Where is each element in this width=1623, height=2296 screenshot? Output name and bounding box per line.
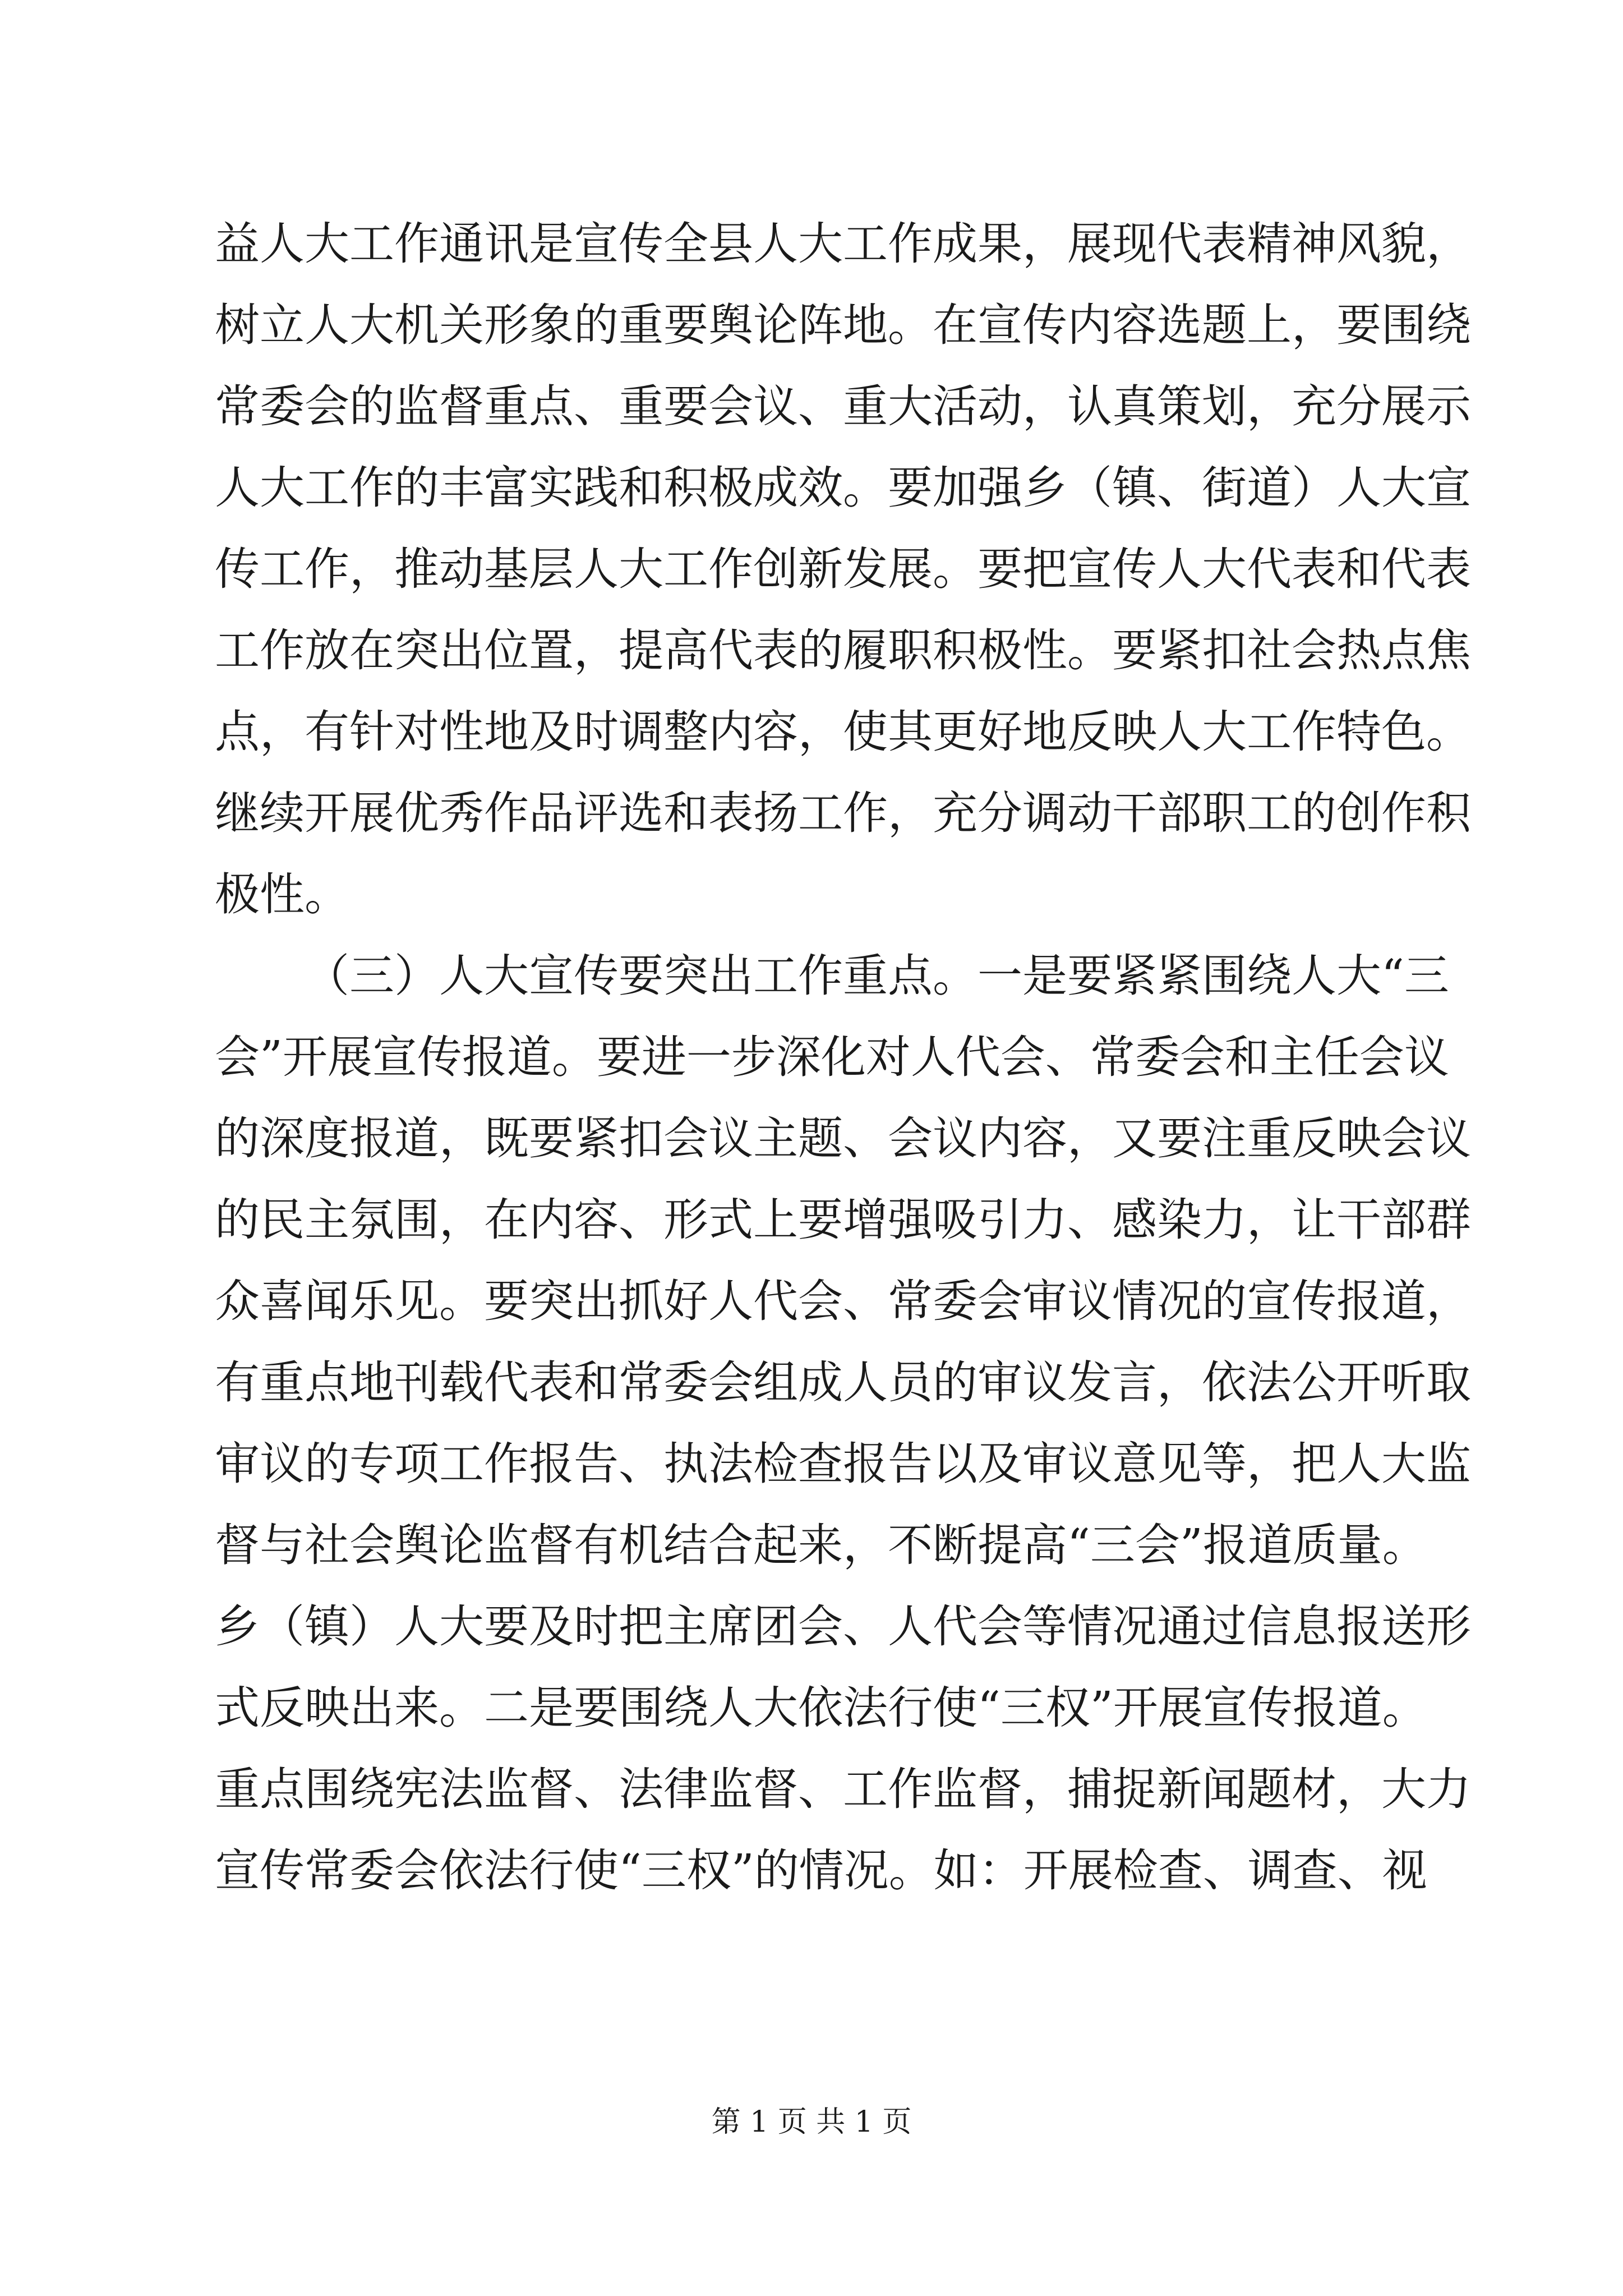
text-line: 人大工作的丰富实践和积极成效。要加强乡（镇、街道）人大宣 xyxy=(215,462,1471,514)
text-line: 审议的专项工作报告、执法检查报告以及审议意见等，把人大监 xyxy=(215,1438,1471,1490)
text-line: 有重点地刊载代表和常委会组成人员的审议发言，依法公开听取 xyxy=(215,1356,1471,1409)
text-line: 宣传常委会依法行使“三权”的情况。如：开展检查、调查、视 xyxy=(215,1844,1427,1897)
text-line: 极性。 xyxy=(215,868,349,921)
text-line: 的民主氛围，在内容、形式上要增强吸引力、感染力，让干部群 xyxy=(215,1194,1471,1246)
text-line: 点，有针对性地及时调整内容，使其更好地反映人大工作特色。 xyxy=(215,706,1471,758)
text-line: 传工作，推动基层人大工作创新发展。要把宣传人大代表和代表 xyxy=(215,543,1471,595)
text-line: 会”开展宣传报道。要进一步深化对人代会、常委会和主任会议 xyxy=(215,1031,1449,1083)
text-line: 众喜闻乐见。要突出抓好人代会、常委会审议情况的宣传报道， xyxy=(215,1275,1471,1327)
text-line: 继续开展优秀作品评选和表扬工作，充分调动干部职工的创作积 xyxy=(215,787,1471,839)
body-text xyxy=(215,203,1471,1911)
text-line: 式反映出来。二是要围绕人大依法行使“三权”开展宣传报道。 xyxy=(215,1682,1427,1734)
text-line: 益人大工作通讯是宣传全县人大工作成果，展现代表精神风貌， xyxy=(215,218,1471,270)
text-line: 常委会的监督重点、重要会议、重大活动，认真策划，充分展示 xyxy=(215,380,1471,432)
text-line: 重点围绕宪法监督、法律监督、工作监督，捕捉新闻题材，大力 xyxy=(215,1763,1471,1815)
text-line: 的深度报道，既要紧扣会议主题、会议内容，又要注重反映会议 xyxy=(215,1112,1471,1165)
text-line: 乡（镇）人大要及时把主席团会、人代会等情况通过信息报送形 xyxy=(215,1600,1471,1653)
section-heading-line: （三）人大宣传要突出工作重点。一是要紧紧围绕人大“三 xyxy=(305,950,1449,1002)
text-line: 树立人大机关形象的重要舆论阵地。在宣传内容选题上，要围绕 xyxy=(215,299,1471,351)
text-line: 工作放在突出位置，提高代表的履职积极性。要紧扣社会热点焦 xyxy=(215,624,1471,677)
text-line: 督与社会舆论监督有机结合起来，不断提高“三会”报道质量。 xyxy=(215,1519,1427,1571)
page-number-footer: 第 1 页 共 1 页 xyxy=(711,2105,912,2139)
